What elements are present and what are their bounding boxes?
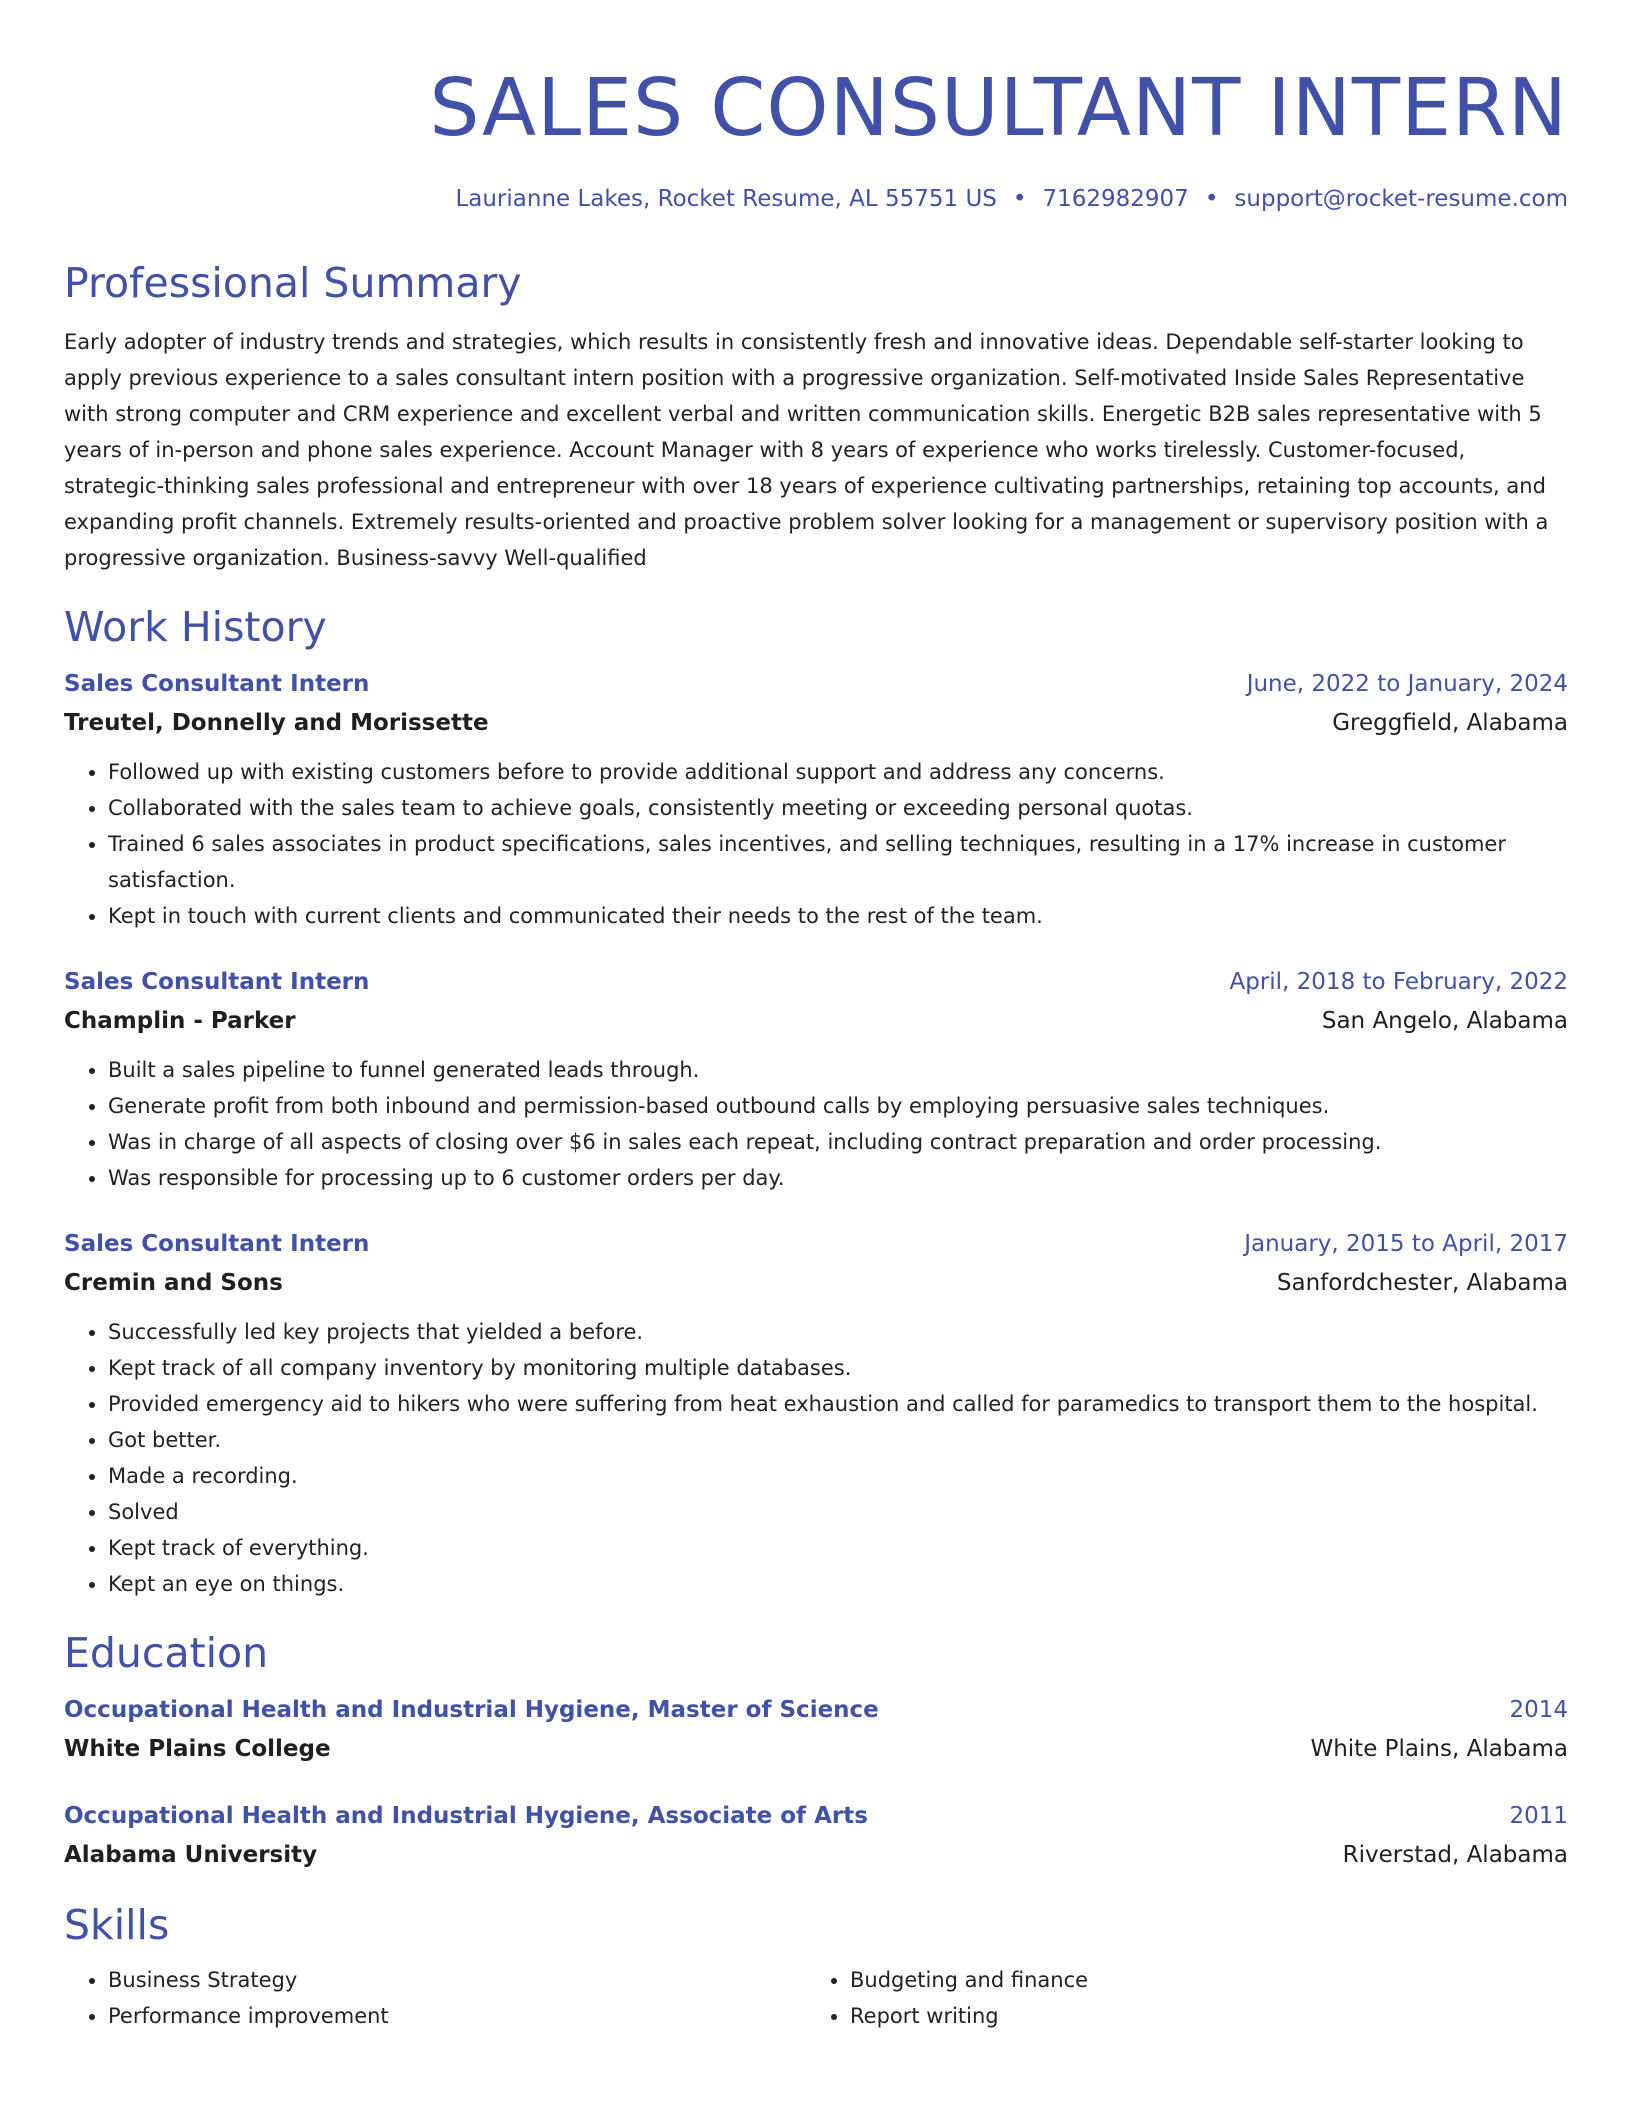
education-school: Alabama University bbox=[64, 1842, 318, 1868]
job-location: San Angelo, Alabama bbox=[1321, 1008, 1568, 1034]
job-location: Sanfordchester, Alabama bbox=[1276, 1270, 1568, 1296]
summary-heading: Professional Summary bbox=[64, 259, 522, 307]
job-bullet: • Followed up with existing customers before to provide additional support and address any concerns. bbox=[108, 754, 1568, 790]
job-bullet: • Collaborated with the sales team to achieve goals, consistently meeting or exceeding personal quotas. bbox=[108, 790, 1568, 826]
contact-phone: 7162982907 bbox=[1042, 186, 1189, 212]
job-entry bbox=[64, 1224, 1568, 1602]
job-role: Sales Consultant Intern bbox=[64, 671, 370, 697]
job-company: Cremin and Sons bbox=[64, 1270, 283, 1296]
job-bullet: • Made a recording. bbox=[108, 1458, 1568, 1494]
job-company: Champlin - Parker bbox=[64, 1008, 296, 1034]
job-location: Greggfield, Alabama bbox=[1332, 710, 1568, 736]
job-bullet: • Kept track of all company inventory by monitoring multiple databases. bbox=[108, 1350, 1568, 1386]
education-degree: Occupational Health and Industrial Hygiene, Associate of Arts bbox=[64, 1803, 868, 1829]
job-bullet: • Was in charge of all aspects of closing over $6 in sales each repeat, including contract preparation and order processing. bbox=[108, 1124, 1568, 1160]
skill-item: • Performance improvement bbox=[108, 1998, 806, 2034]
skill-item: • Budgeting and finance bbox=[850, 1962, 1548, 1998]
skill-item: • Report writing bbox=[850, 1998, 1548, 2034]
education-year: 2011 bbox=[1509, 1803, 1568, 1829]
contact-line bbox=[64, 184, 1568, 214]
job-bullet: • Got better. bbox=[108, 1422, 1568, 1458]
summary-text: Early adopter of industry trends and strategies, which results in consistently fresh and innovative ideas. Dependable self-starter looking to apply previous experience to a sales consultant intern position with a progressive organization. Self-motivated Inside Sales Representative with strong computer and CRM experience and excellent verbal and written communication skills. Energetic B2B sales representative with 5 years of in-person and phone sales experience. Account Manager with 8 years of experience who works tirelessly. Customer-focused, strategic-thinking sales professional and entrepreneur with over 18 years of experience cultivating partnerships, retaining top accounts, and expanding profit channels. Extremely results-oriented and proactive problem solver looking for a management or supervisory position with a progressive organization. Business-savvy Well-qualified bbox=[64, 330, 1549, 570]
skills-column-left bbox=[64, 1962, 806, 2034]
education-school: White Plains College bbox=[64, 1736, 331, 1762]
job-entry bbox=[64, 664, 1568, 934]
education-entry bbox=[64, 1690, 1568, 1768]
education-heading: Education bbox=[64, 1629, 269, 1677]
education-degree: Occupational Health and Industrial Hygiene, Master of Science bbox=[64, 1697, 879, 1723]
job-bullet: • Successfully led key projects that yielded a before. bbox=[108, 1314, 1568, 1350]
contact-separator: • bbox=[1012, 186, 1027, 212]
job-bullet: • Provided emergency aid to hikers who were suffering from heat exhaustion and called for paramedics to transport them to the hospital. bbox=[108, 1386, 1568, 1422]
job-bullet: • Built a sales pipeline to funnel generated leads through. bbox=[108, 1052, 1568, 1088]
job-bullet: • Generate profit from both inbound and permission-based outbound calls by employing persuasive sales techniques. bbox=[108, 1088, 1568, 1124]
contact-email: support@rocket-resume.com bbox=[1234, 186, 1568, 212]
job-bullets bbox=[64, 1314, 1568, 1602]
resume-title: SALES CONSULTANT INTERN bbox=[429, 62, 1568, 154]
work-history-heading: Work History bbox=[64, 603, 327, 651]
job-company: Treutel, Donnelly and Morissette bbox=[64, 710, 489, 736]
job-bullet: • Kept an eye on things. bbox=[108, 1566, 1568, 1602]
skill-item: • Business Strategy bbox=[108, 1962, 806, 1998]
job-dates: January, 2015 to April, 2017 bbox=[1244, 1231, 1568, 1257]
education-year: 2014 bbox=[1509, 1697, 1568, 1723]
job-bullet: • Was responsible for processing up to 6 customer orders per day. bbox=[108, 1160, 1568, 1196]
contact-separator: • bbox=[1204, 186, 1219, 212]
job-bullet: • Kept track of everything. bbox=[108, 1530, 1568, 1566]
education-entry bbox=[64, 1796, 1568, 1874]
job-role: Sales Consultant Intern bbox=[64, 969, 370, 995]
job-dates: June, 2022 to January, 2024 bbox=[1246, 671, 1568, 697]
skills-column-right bbox=[806, 1962, 1548, 2034]
job-bullet: • Trained 6 sales associates in product specifications, sales incentives, and selling techniques, resulting in a 17% increase in customer satisfaction. bbox=[108, 826, 1568, 898]
job-role: Sales Consultant Intern bbox=[64, 1231, 370, 1257]
education-location: Riverstad, Alabama bbox=[1342, 1842, 1568, 1868]
job-bullet: • Kept in touch with current clients and communicated their needs to the rest of the team. bbox=[108, 898, 1568, 934]
job-bullet: • Solved bbox=[108, 1494, 1568, 1530]
skills-list bbox=[64, 1962, 1568, 2034]
job-bullets bbox=[64, 1052, 1568, 1196]
resume-header bbox=[64, 60, 1568, 214]
contact-address: Laurianne Lakes, Rocket Resume, AL 55751 US bbox=[455, 186, 997, 212]
education-location: White Plains, Alabama bbox=[1310, 1736, 1568, 1762]
job-entry bbox=[64, 962, 1568, 1196]
job-dates: April, 2018 to February, 2022 bbox=[1229, 969, 1568, 995]
job-bullets bbox=[64, 754, 1568, 934]
skills-heading: Skills bbox=[64, 1901, 170, 1949]
